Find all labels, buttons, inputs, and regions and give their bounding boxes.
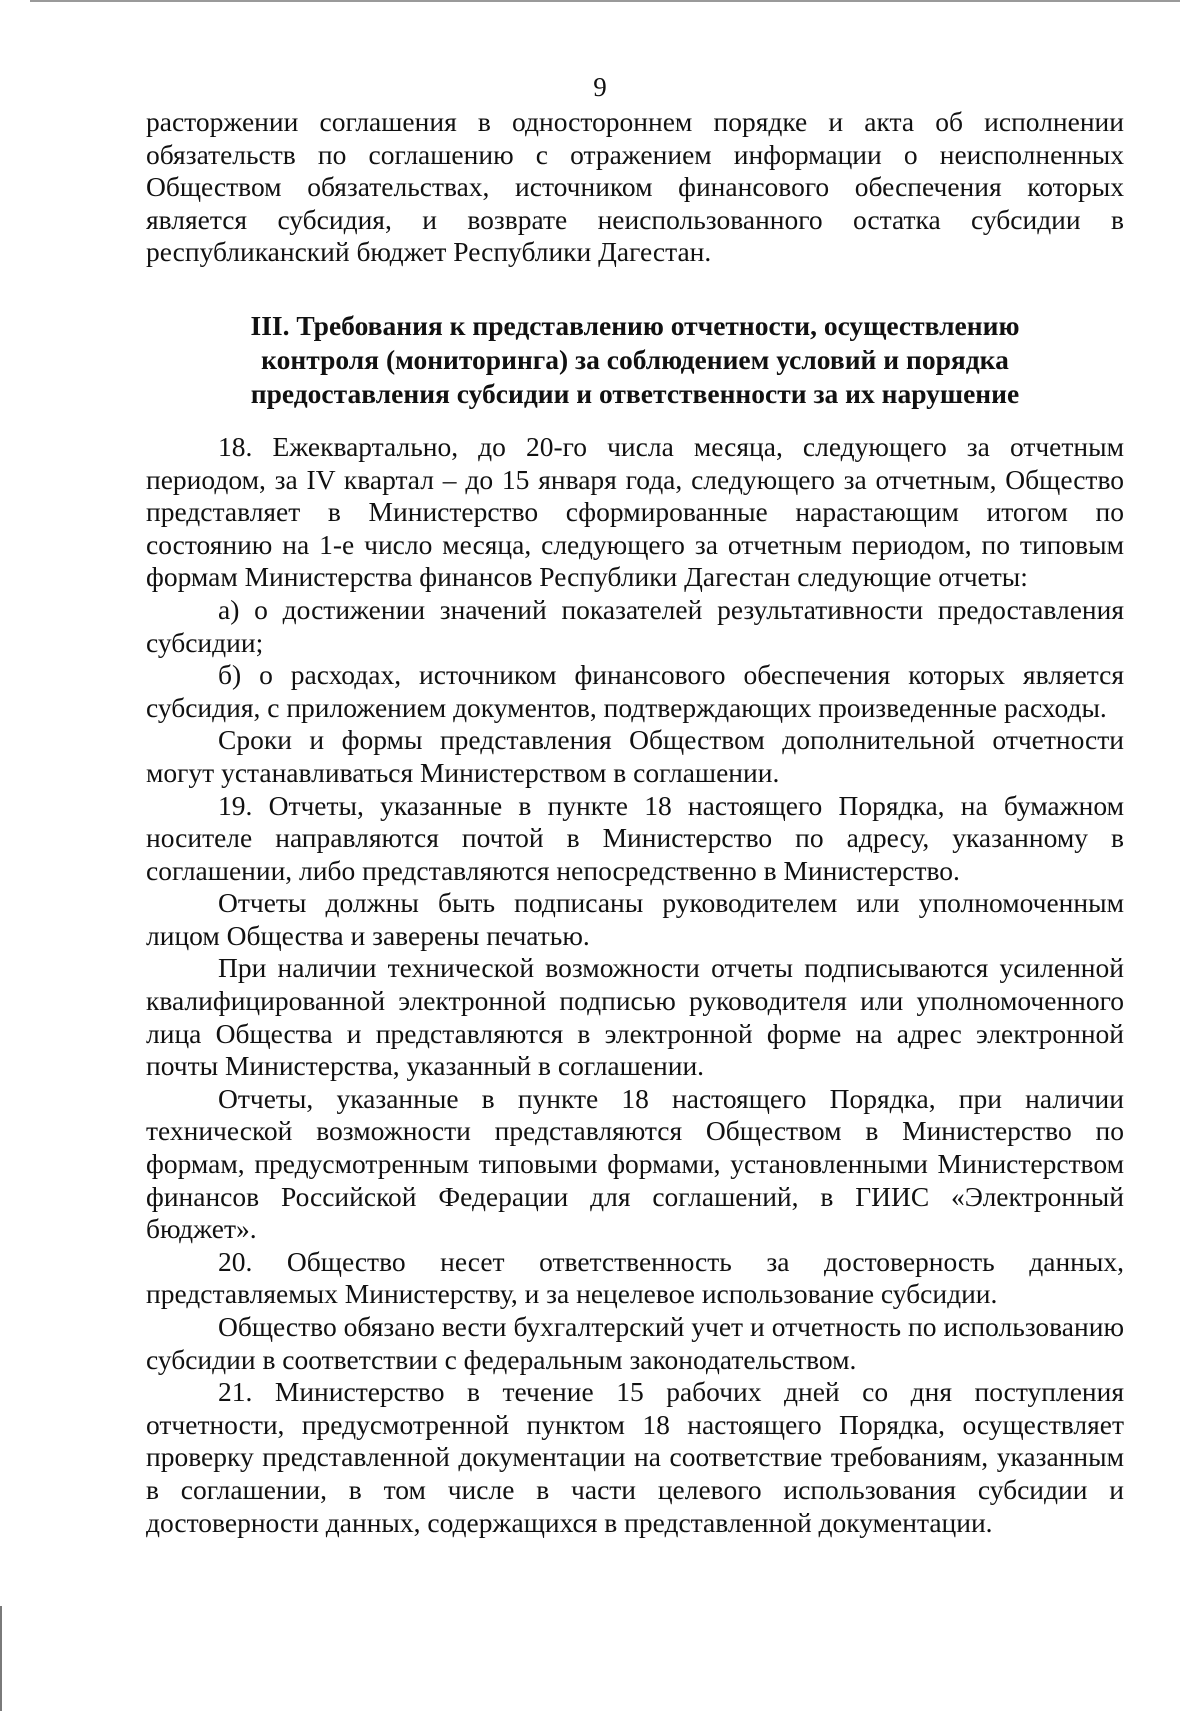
paragraph-19-signature: Отчеты должны быть подписаны руководителем или уполномоченным лицом Общества и заверены печатью. <box>146 887 1124 951</box>
document-body <box>146 106 1124 1539</box>
paragraph-19: 19. Отчеты, указанные в пункте 18 настоящего Порядка, на бумажном носителе направляются почтой в Министерство по адресу, указанному в соглашении, либо представляются непосредственно в Министерство. <box>146 789 1124 886</box>
paragraph-18-b: б) о расходах, источником финансового обеспечения которых является субсидия, с приложением документов, подтверждающих произведенные расходы. <box>146 659 1124 723</box>
page-number: 9 <box>593 72 607 102</box>
scan-edge-top <box>30 0 1180 2</box>
paragraph-21: 21. Министерство в течение 15 рабочих дней со дня поступления отчетности, предусмотренной пунктом 18 настоящего Порядка, осуществляет проверку представленной документации на соответствие требованиям, указанным в соглашении, в том числе в части целевого использования субсидии и достоверности данных, содержащихся в представленной документации. <box>146 1376 1124 1538</box>
section-heading <box>146 309 1124 411</box>
paragraph-19-giis: Отчеты, указанные в пункте 18 настоящего Порядка, при наличии технической возможности представляются Обществом в Министерство по формам, предусмотренным типовыми формами, установленными Министерством финансов Российской Федерации для соглашений, в ГИИС «Электронный бюджет». <box>146 1082 1124 1245</box>
intro-paragraph: расторжении соглашения в одностороннем порядке и акта об исполнении обязательств по соглашению с отражением информации о неисполненных Обществом обязательствах, источником финансового обеспечения которых является субсидия, и возврате неиспользованного остатка субсидии в республиканский бюджет Республики Дагестан. <box>146 106 1124 268</box>
paragraph-18-a: а) о достижении значений показателей результативности предоставления субсидии; <box>146 593 1124 658</box>
paragraph-18: 18. Ежеквартально, до 20-го числа месяца, следующего за отчетным периодом, за IV квартал – до 15 января года, следующего за отчетным, Общество представляет в Министерство сформированные нарастающим итогом по состоянию на 1-е число месяца, следующего за отчетным периодом, по типовым формам Министерства финансов Республики Дагестан следующие отчеты: <box>146 430 1124 593</box>
paragraph-20-accounting: Общество обязано вести бухгалтерский учет и отчетность по использованию субсидии в соответствии с федеральным законодательством. <box>146 1311 1124 1375</box>
section-heading-line: контроля (мониторинга) за соблюдением условий и порядка <box>261 343 1009 375</box>
section-heading-line: предоставления субсидии и ответственности за их нарушение <box>250 377 1020 409</box>
section-heading-line: III. Требования к представлению отчетности, осуществлению <box>250 309 1020 341</box>
paragraph-20: 20. Общество несет ответственность за достоверность данных, представляемых Министерству, и за нецелевое использование субсидии. <box>146 1245 1124 1310</box>
scan-edge-left <box>0 1606 2 1711</box>
paragraph-additional-reporting: Сроки и формы представления Обществом дополнительной отчетности могут устанавливаться Министерством в соглашении. <box>146 724 1124 788</box>
paragraph-19-electronic: При наличии технической возможности отчеты подписываются усиленной квалифицированной электронной подписью руководителя или уполномоченного лица Общества и представляются в электронной форме на адрес электронной почты Министерства, указанный в соглашении. <box>146 952 1124 1082</box>
